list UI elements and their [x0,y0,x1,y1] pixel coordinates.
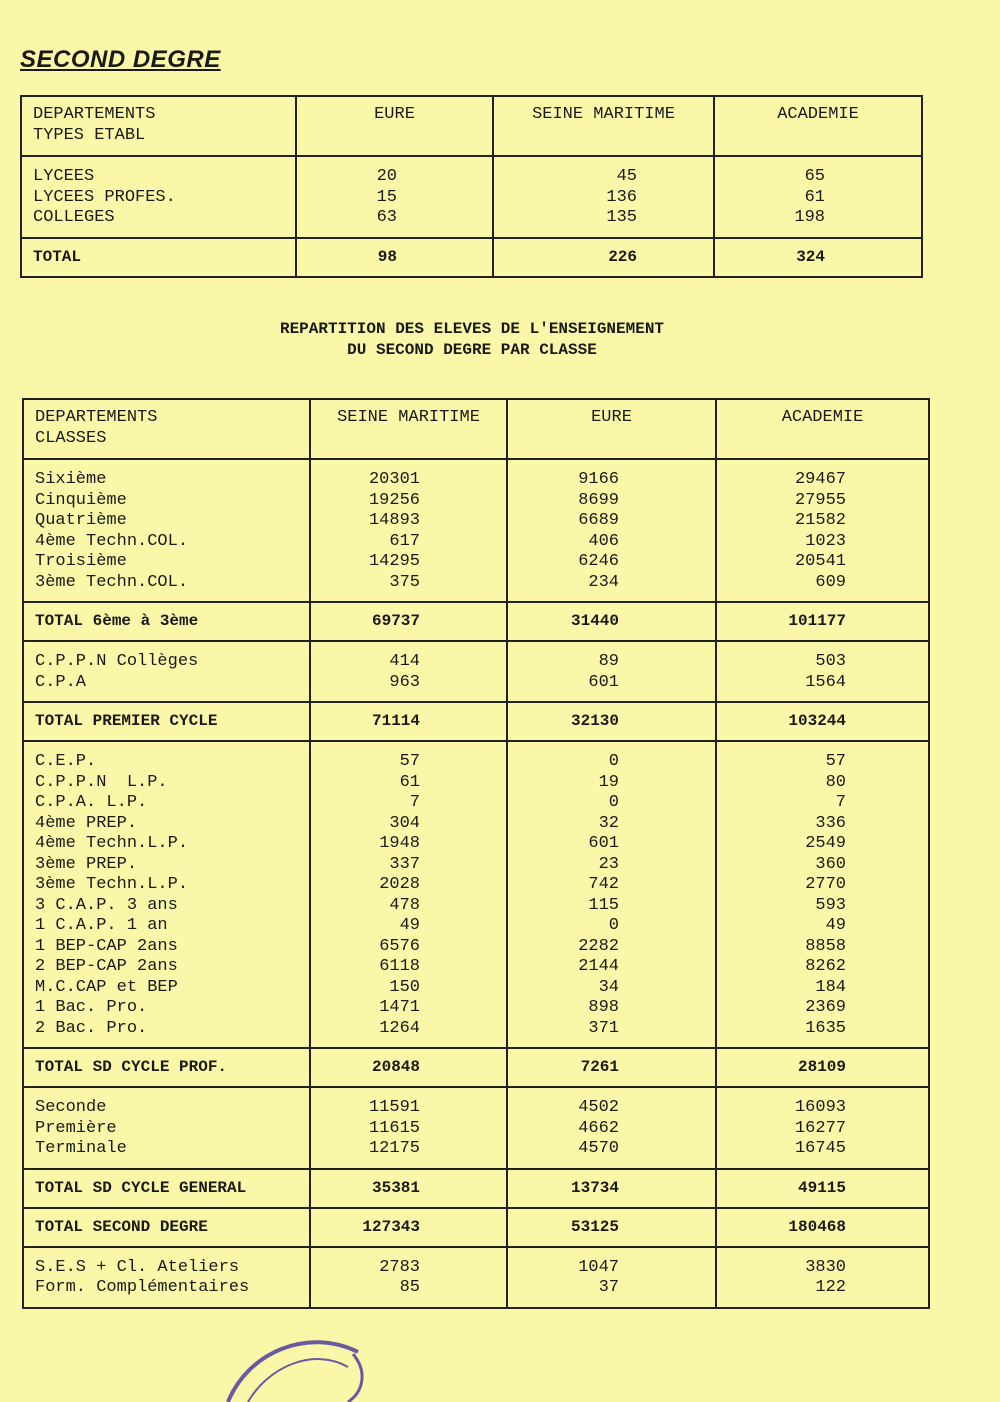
value-cell [507,741,716,1048]
value-cell [507,1247,716,1308]
cell-value: 20541 [794,552,846,571]
data-block-row [23,641,929,702]
cell-value: 601 [588,834,619,853]
data-block-row [23,1087,929,1169]
row-label: C.P.P.N L.P. [35,772,168,792]
table-subtitle [0,319,944,361]
cell-value: 2549 [805,834,846,853]
row-label: Terminale [35,1139,127,1158]
total-value: 53125 [507,1208,716,1247]
row-label: 3ème PREP. [35,854,138,874]
cell-value: 34 [598,977,619,997]
cell-value: 122 [815,1278,846,1297]
cell-value: 14893 [368,511,420,530]
header-label-cell [21,96,296,156]
total-label: TOTAL SD CYCLE GENERAL [23,1169,310,1208]
cell-value: 609 [815,572,846,592]
header-label-line: DEPARTEMENTS [35,408,158,427]
row-label: 2 BEP-CAP 2ans [35,957,178,976]
header-row [23,399,929,459]
cell-value: 2282 [578,936,619,956]
column-header: SEINE MARITIME [310,399,507,459]
cell-value: 601 [588,672,619,692]
value-cell [310,741,507,1048]
cell-value: 2028 [379,875,420,894]
cell-value: 32 [598,813,619,833]
cell-value: 898 [588,998,619,1017]
row-label: 1 Bac. Pro. [35,998,148,1017]
row-label: C.P.A. L.P. [35,793,148,812]
header-row [21,96,922,156]
row-label: Form. Complémentaires [35,1278,250,1297]
cell-value: 85 [399,1278,420,1297]
row-label: Quatrième [35,511,127,530]
column-header: ACADEMIE [716,399,929,459]
value-cell [716,1087,929,1169]
total-label: TOTAL SD CYCLE PROF. [23,1048,310,1087]
cell-value: 6576 [379,936,420,956]
column-header: EURE [296,96,493,156]
row-label: Sixième [35,470,107,489]
cell-value: 7 [409,793,420,812]
cell-value: 1023 [805,531,846,551]
value-cell [310,459,507,602]
value-cell [714,156,922,238]
total-value: 101177 [716,602,929,641]
cell-value: 135 [606,208,637,227]
total-value: 49115 [716,1169,929,1208]
cell-value: 6118 [379,957,420,976]
row-label: S.E.S + Cl. Ateliers [35,1257,240,1277]
cell-value: 593 [815,895,846,915]
stamp-seal [218,1322,368,1402]
total-value: 127343 [310,1208,507,1247]
page-title: SECOND DEGRE [20,46,221,73]
header-label-line: TYPES ETABL [33,125,146,145]
cell-value: 3830 [805,1257,846,1277]
row-label: 3ème Techn.L.P. [35,875,189,894]
cell-value: 7 [835,793,846,812]
column-header: SEINE MARITIME [493,96,714,156]
cell-value: 2369 [805,998,846,1017]
value-cell [493,156,714,238]
total-value: 69737 [310,602,507,641]
cell-value: 4570 [578,1139,619,1158]
total-value: 103244 [716,702,929,741]
cell-value: 15 [376,187,397,207]
value-cell [716,741,929,1048]
cell-value: 337 [389,854,420,874]
row-label: Troisième [35,552,127,571]
cell-value: 0 [608,916,619,935]
cell-value: 198 [794,208,825,227]
cell-value: 1471 [379,998,420,1017]
cell-value: 89 [598,652,619,671]
cell-value: 136 [606,187,637,207]
cell-value: 1264 [379,1018,420,1038]
cell-value: 2783 [379,1257,420,1277]
cell-value: 16277 [794,1118,846,1138]
cell-value: 375 [389,572,420,592]
row-label: 1 C.A.P. 1 an [35,916,168,935]
row-label: LYCEES [33,167,95,186]
row-label: 4ème Techn.COL. [35,531,189,551]
total-value: 71114 [310,702,507,741]
cell-value: 14295 [368,552,420,571]
value-cell [310,1087,507,1169]
cell-value: 406 [588,531,619,551]
total-label: TOTAL SECOND DEGRE [23,1208,310,1247]
cell-value: 8699 [578,490,619,510]
total-value: 28109 [716,1048,929,1087]
row-label: M.C.CAP et BEP [35,977,178,997]
row-label: C.E.P. [35,752,97,771]
cell-value: 1948 [379,834,420,853]
cell-value: 150 [389,977,420,997]
row-label: Cinquième [35,490,127,510]
cell-value: 27955 [794,490,846,510]
row-labels-cell [23,741,310,1048]
total-value: 31440 [507,602,716,641]
total-value: 98 [296,238,493,277]
total-value: 180468 [716,1208,929,1247]
establishments-table [20,95,923,278]
cell-value: 9166 [578,470,619,489]
row-labels-cell [23,1247,310,1308]
total-value: 226 [493,238,714,277]
cell-value: 16093 [794,1098,846,1117]
cell-value: 963 [389,672,420,692]
row-labels-cell [23,1087,310,1169]
value-cell [716,1247,929,1308]
cell-value: 0 [608,793,619,812]
row-labels-cell [21,156,296,238]
data-block-row [23,1247,929,1308]
value-cell [716,459,929,602]
row-label: 1 BEP-CAP 2ans [35,936,178,956]
cell-value: 61 [399,772,420,792]
cell-value: 503 [815,652,846,671]
row-label: 4ème Techn.L.P. [35,834,189,853]
cell-value: 2144 [578,957,619,976]
cell-value: 57 [825,752,846,771]
cell-value: 6246 [578,552,619,571]
cell-value: 11615 [368,1118,420,1138]
cell-value: 45 [616,167,637,186]
value-cell [507,459,716,602]
total-row [23,1048,929,1087]
column-header: EURE [507,399,716,459]
subtitle-line-1: REPARTITION DES ELEVES DE L'ENSEIGNEMENT [279,320,665,338]
data-block-row [23,741,929,1048]
cell-value: 63 [376,208,397,227]
row-labels-cell [23,641,310,702]
cell-value: 304 [389,813,420,833]
value-cell [310,1247,507,1308]
subtitle-line-2: DU SECOND DEGRE PAR CLASSE [347,341,597,359]
total-value: 20848 [310,1048,507,1087]
cell-value: 371 [588,1018,619,1038]
cell-value: 21582 [794,511,846,530]
total-label: TOTAL PREMIER CYCLE [23,702,310,741]
students-by-class-table [22,398,930,1309]
cell-value: 4502 [578,1098,619,1117]
total-label: TOTAL [21,238,296,277]
row-label: COLLEGES [33,208,115,227]
header-label-cell [23,399,310,459]
value-cell [507,1087,716,1169]
cell-value: 336 [815,813,846,833]
cell-value: 6689 [578,511,619,530]
header-label-line: CLASSES [35,428,107,448]
row-label: Première [35,1118,117,1138]
value-cell [507,641,716,702]
cell-value: 37 [598,1278,619,1297]
data-block-row [21,156,922,238]
cell-value: 49 [399,916,420,935]
cell-value: 12175 [368,1139,420,1158]
row-labels-cell [23,459,310,602]
cell-value: 29467 [794,470,846,489]
cell-value: 742 [588,875,619,894]
total-value: 324 [714,238,922,277]
cell-value: 11591 [368,1098,420,1117]
total-label: TOTAL 6ème à 3ème [23,602,310,641]
cell-value: 19 [598,772,619,792]
cell-value: 1564 [805,672,846,692]
row-label: C.P.P.N Collèges [35,652,199,671]
data-block-row [23,459,929,602]
cell-value: 360 [815,854,846,874]
row-label: Seconde [35,1098,107,1117]
cell-value: 57 [399,752,420,771]
total-row [23,1169,929,1208]
cell-value: 115 [588,895,619,915]
cell-value: 49 [825,916,846,935]
cell-value: 23 [598,854,619,874]
cell-value: 0 [608,752,619,771]
cell-value: 1635 [805,1018,846,1038]
total-row [23,702,929,741]
total-value: 35381 [310,1169,507,1208]
cell-value: 1047 [578,1257,619,1277]
total-value: 13734 [507,1169,716,1208]
cell-value: 80 [825,772,846,792]
cell-value: 65 [804,167,825,186]
row-label: C.P.A [35,672,87,692]
column-header: ACADEMIE [714,96,922,156]
cell-value: 2770 [805,875,846,894]
cell-value: 414 [389,652,420,671]
value-cell [296,156,493,238]
cell-value: 617 [389,531,420,551]
cell-value: 16745 [794,1139,846,1158]
total-row [21,238,922,277]
cell-value: 478 [389,895,420,915]
row-label: 4ème PREP. [35,813,138,833]
header-label-line: DEPARTEMENTS [33,105,156,124]
value-cell [716,641,929,702]
cell-value: 184 [815,977,846,997]
row-label: 2 Bac. Pro. [35,1018,148,1038]
cell-value: 234 [588,572,619,592]
cell-value: 20 [376,167,397,186]
row-label: 3ème Techn.COL. [35,572,189,592]
cell-value: 8858 [805,936,846,956]
cell-value: 4662 [578,1118,619,1138]
cell-value: 20301 [368,470,420,489]
total-row [23,1208,929,1247]
row-label: LYCEES PROFES. [33,187,176,207]
total-value: 7261 [507,1048,716,1087]
value-cell [310,641,507,702]
row-label: 3 C.A.P. 3 ans [35,895,178,915]
cell-value: 61 [804,187,825,207]
total-value: 32130 [507,702,716,741]
total-row [23,602,929,641]
cell-value: 19256 [368,490,420,510]
cell-value: 8262 [805,957,846,976]
